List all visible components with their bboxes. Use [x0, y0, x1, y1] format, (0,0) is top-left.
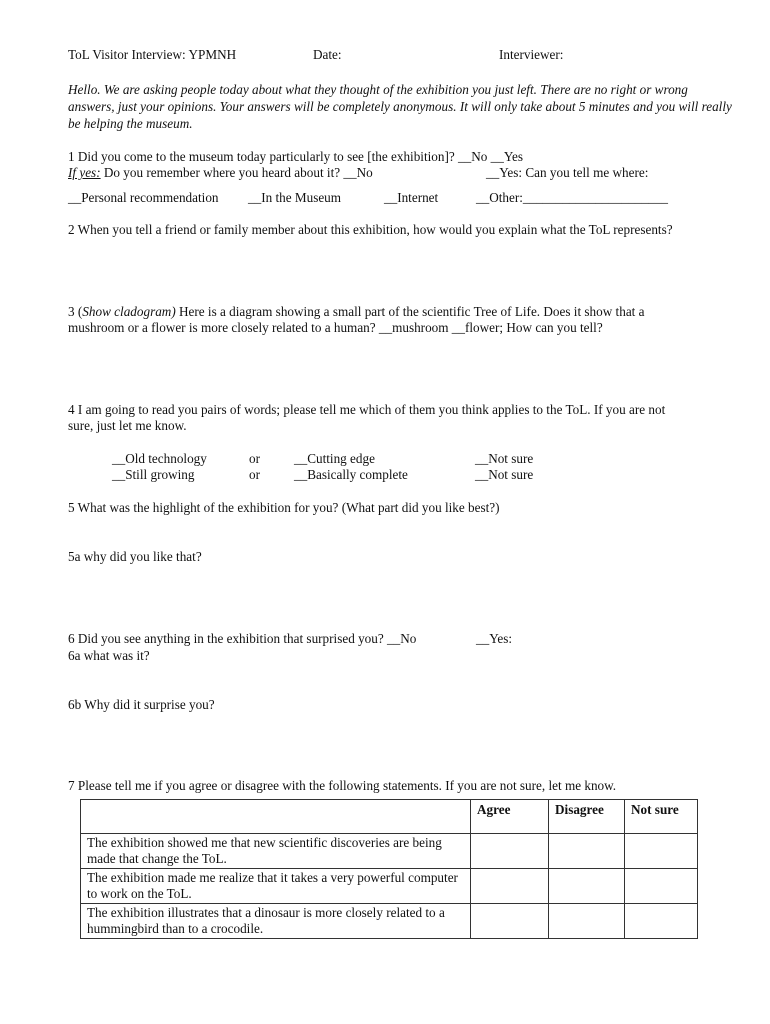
column-not-sure: Not sure: [625, 800, 698, 834]
pair-2-not-sure: __Not sure: [475, 467, 534, 482]
question-1-yes-where: __Yes: Can you tell me where:: [486, 165, 649, 180]
option-personal-recommendation: __Personal recommendation: [68, 190, 219, 205]
pair-2-option-b: __Basically complete: [294, 467, 408, 482]
interviewer-label: Interviewer:: [499, 47, 564, 62]
option-in-the-museum: __In the Museum: [248, 190, 342, 205]
show-cladogram-instruction: Show cladogram): [82, 304, 176, 319]
statement-1: The exhibition showed me that new scientific discoveries are being made that change the ToL.: [81, 834, 471, 869]
disagree-cell[interactable]: [549, 904, 625, 939]
pair-1-option-a: __Old technology: [112, 451, 207, 466]
question-5a: 5a why did you like that?: [68, 549, 202, 564]
question-7: 7 Please tell me if you agree or disagree with the following statements. If you are not sure, let me know.: [68, 778, 617, 793]
question-5: 5 What was the highlight of the exhibition for you? (What part did you like best?): [68, 500, 500, 515]
question-2: 2 When you tell a friend or family member about this exhibition, how would you explain what the ToL represents?: [68, 222, 673, 237]
question-1: 1 Did you come to the museum today particularly to see [the exhibition]? __No __Yes: [68, 149, 524, 164]
agree-cell[interactable]: [471, 834, 549, 869]
pair-2-option-a: __Still growing: [112, 467, 195, 482]
date-label: Date:: [313, 47, 342, 62]
agree-cell[interactable]: [471, 869, 549, 904]
table-row: [81, 834, 698, 869]
option-internet: __Internet: [384, 190, 439, 205]
pair-2-or: or: [249, 467, 260, 482]
not-sure-cell[interactable]: [625, 869, 698, 904]
pair-1-or: or: [249, 451, 260, 466]
table-row: [81, 904, 698, 939]
column-disagree: Disagree: [549, 800, 625, 834]
form-title: ToL Visitor Interview: YPMNH: [68, 47, 237, 62]
question-6-yes: __Yes:: [476, 631, 513, 646]
statement-header-cell: [81, 800, 471, 834]
if-yes-label: If yes:: [68, 165, 101, 180]
agree-cell[interactable]: [471, 904, 549, 939]
question-4-line-2: sure, just let me know.: [68, 418, 187, 433]
statement-2: The exhibition made me realize that it takes a very powerful computer to work on the ToL.: [81, 869, 471, 904]
statements-table: [80, 799, 698, 939]
not-sure-cell[interactable]: [625, 904, 698, 939]
question-3-text: Here is a diagram showing a small part of the scientific Tree of Life. Does it show that a: [175, 304, 645, 319]
column-agree: Agree: [471, 800, 549, 834]
followup-text: Do you remember where you heard about it? __No: [100, 165, 373, 180]
question-6: 6 Did you see anything in the exhibition that surprised you? __No: [68, 631, 417, 646]
question-1-followup: [68, 164, 373, 181]
question-4-line-1: 4 I am going to read you pairs of words; please tell me which of them you think applies to the ToL. If you are not: [68, 402, 666, 417]
not-sure-cell[interactable]: [625, 834, 698, 869]
table-header-row: [81, 800, 698, 834]
pair-1-not-sure: __Not sure: [475, 451, 534, 466]
intro-paragraph: Hello. We are asking people today about what they thought of the exhibition you just left. There are no right or wrong answers, just your opinions. Your answers will be completely anonymous. It will only take about 5 minutes and you will really be helping the museum.: [68, 82, 732, 131]
table-row: [81, 869, 698, 904]
option-other: __Other:______________________: [476, 190, 668, 205]
pair-1-option-b: __Cutting edge: [294, 451, 375, 466]
disagree-cell[interactable]: [549, 869, 625, 904]
question-6b: 6b Why did it surprise you?: [68, 697, 215, 712]
disagree-cell[interactable]: [549, 834, 625, 869]
question-6a: 6a what was it?: [68, 648, 150, 663]
question-3-prefix: 3 (: [68, 304, 83, 319]
question-3-line-1: [68, 303, 645, 320]
question-3-line-2: mushroom or a flower is more closely related to a human? __mushroom __flower; How can you tell?: [68, 320, 603, 335]
statement-3: The exhibition illustrates that a dinosaur is more closely related to a hummingbird than to a crocodile.: [81, 904, 471, 939]
